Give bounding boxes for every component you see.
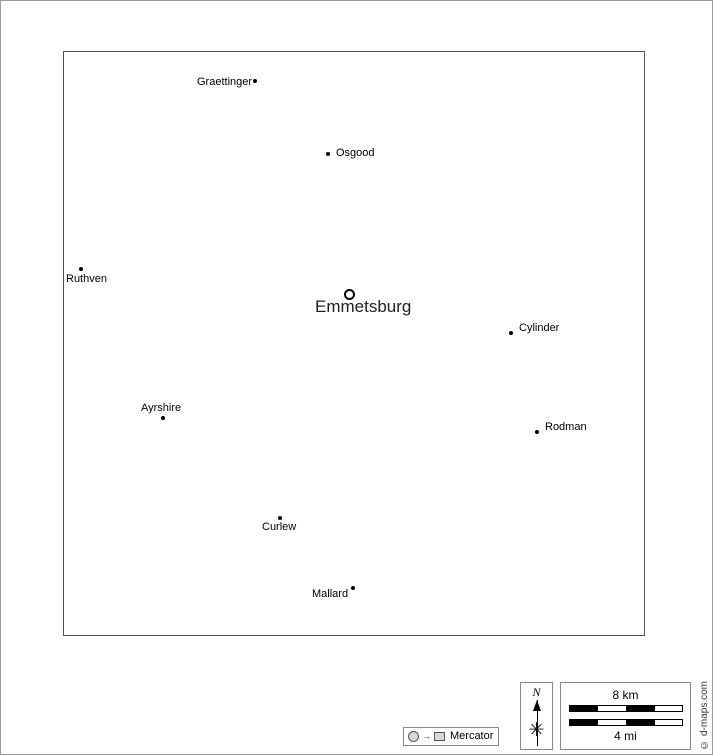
scale-segment — [570, 720, 598, 725]
city-marker-icon — [79, 267, 83, 271]
compass-north-label: N — [532, 685, 541, 699]
city-marker-icon — [351, 586, 355, 590]
city-marker-icon — [278, 516, 282, 520]
city-label: Osgood — [336, 147, 375, 159]
city-marker-icon — [326, 152, 330, 156]
city-marker-icon — [253, 79, 257, 83]
capital-label: Emmetsburg — [315, 297, 412, 316]
city-label: Mallard — [312, 588, 349, 600]
scale-segment — [627, 720, 655, 725]
city-label: Ruthven — [66, 273, 107, 285]
city-marker-icon — [161, 416, 165, 420]
city-label: Graettinger — [197, 76, 253, 88]
city-marker-icon — [535, 430, 539, 434]
scale-mi-bar — [569, 719, 683, 726]
scale-segment — [598, 706, 626, 711]
copyright-notice: © d-maps.com — [699, 681, 710, 750]
scale-bar-box — [560, 682, 691, 750]
scale-km-label: 8 km — [612, 688, 639, 702]
scale-segment — [655, 720, 682, 725]
scale-segment — [627, 706, 655, 711]
projection-label: Mercator — [450, 730, 494, 742]
arrow-right-icon: → — [422, 731, 431, 741]
scale-segment — [570, 706, 598, 711]
scale-mi-label: 4 mi — [614, 729, 637, 743]
city-label: Rodman — [545, 421, 587, 433]
city-label: Cylinder — [519, 322, 560, 334]
city-label: Ayrshire — [141, 402, 182, 414]
scale-segment — [598, 720, 626, 725]
scale-km-bar — [569, 705, 683, 712]
city-marker-icon — [509, 331, 513, 335]
compass-needle-icon — [533, 700, 541, 711]
city-label: Curlew — [262, 521, 297, 533]
rectangle-icon — [434, 732, 445, 741]
projection-indicator — [403, 727, 499, 746]
compass-rose — [520, 682, 553, 750]
map-frame — [63, 51, 645, 636]
compass-star-icon: ✳ — [528, 720, 545, 741]
globe-icon — [408, 731, 419, 742]
scale-segment — [655, 706, 682, 711]
